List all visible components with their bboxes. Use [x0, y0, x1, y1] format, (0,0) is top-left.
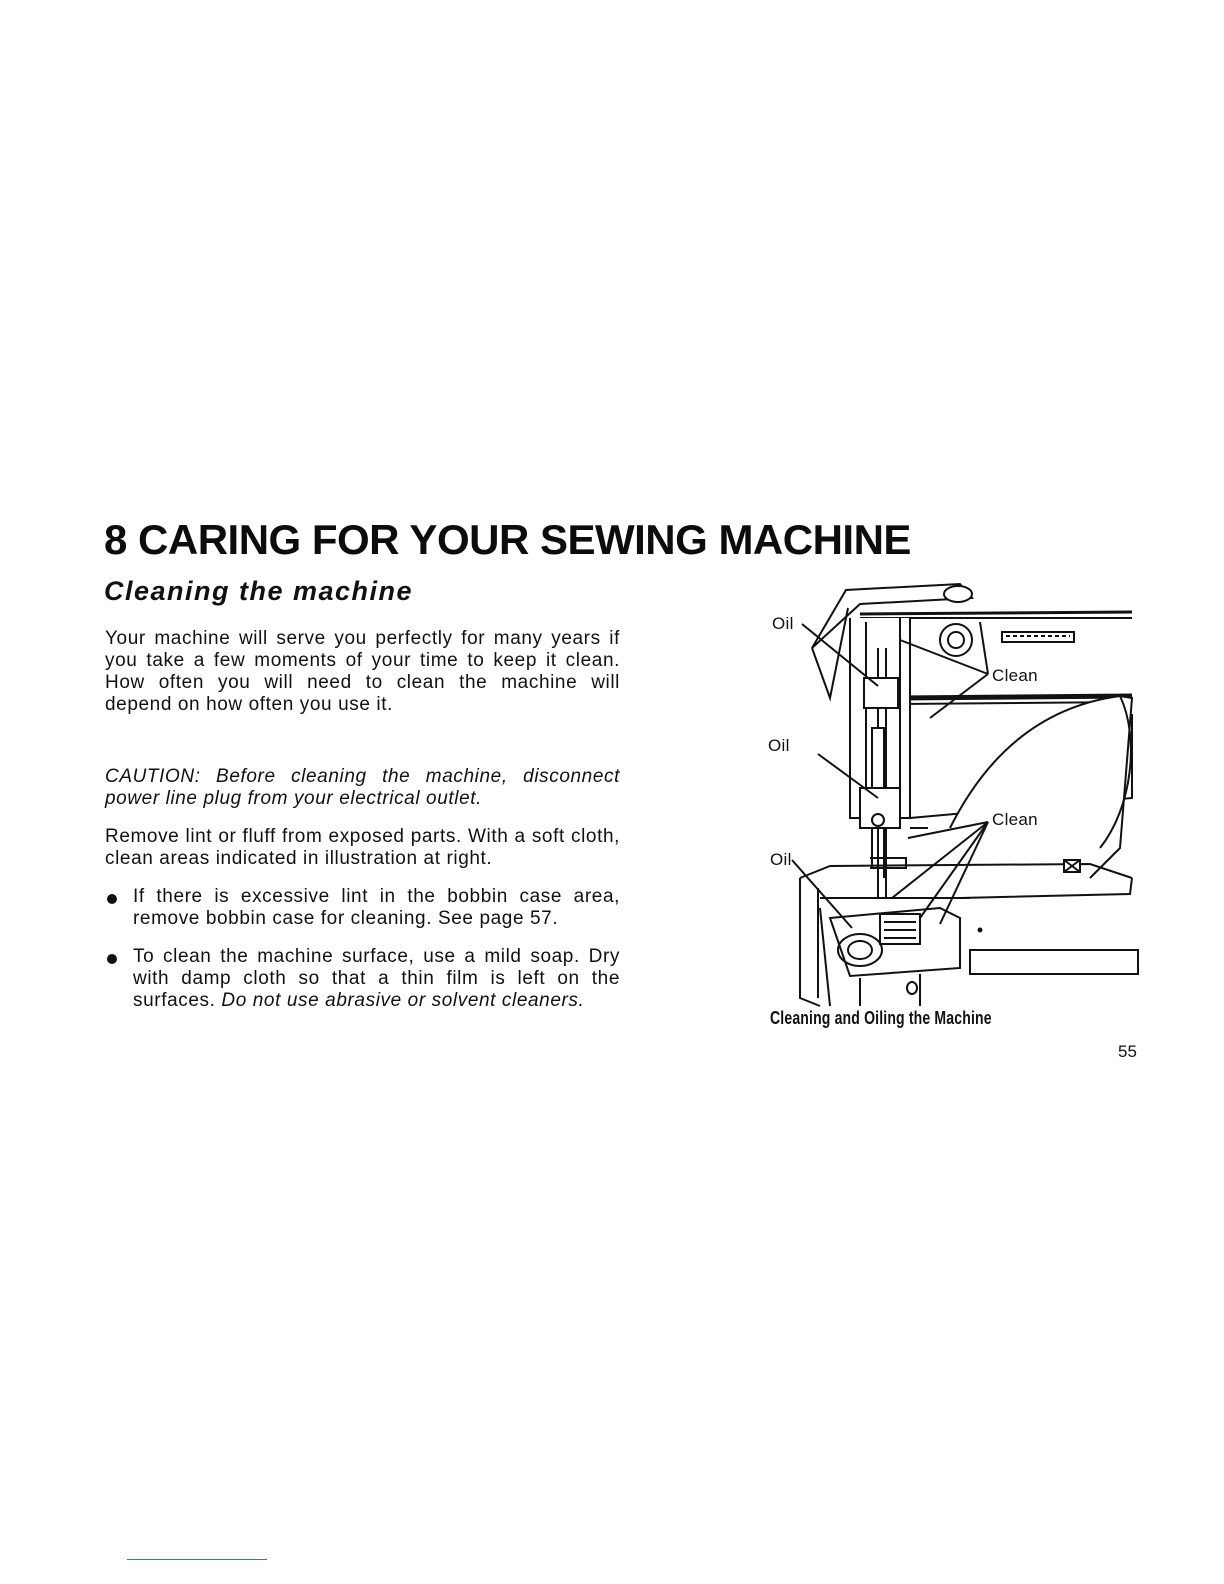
bullet-icon	[107, 954, 117, 964]
bullet-icon	[107, 894, 117, 904]
sewing-machine-illustration	[760, 578, 1150, 1008]
bullet-text: To clean the machine surface, use a mild soap. Dry with damp cloth so that a thin film is left on the surfaces.	[133, 946, 620, 1011]
caution-paragraph: CAUTION: Before cleaning the machine, disconnect power line plug from your electrical outlet.	[105, 766, 620, 809]
list-item	[105, 886, 620, 930]
footnote-rule	[127, 1559, 267, 1560]
figure-caption: Cleaning and Oiling the Machine	[770, 1008, 992, 1028]
cleaning-tips-list	[105, 886, 620, 1028]
oil-label: Oil	[770, 850, 792, 869]
cleaning-instructions-paragraph: Remove lint or fluff from exposed parts. With a soft cloth, clean areas indicated in illustration at right.	[105, 826, 620, 869]
list-item	[105, 946, 620, 1012]
clean-label: Clean	[992, 666, 1038, 685]
intro-paragraph: Your machine will serve you perfectly for many years if you take a few moments of your time to keep it clean. How often you will need to clean the machine will depend on how often you use it.	[105, 628, 620, 715]
section-title: Cleaning the machine	[104, 576, 414, 606]
sewing-machine-drawing	[760, 578, 1150, 1008]
page-number: 55	[1118, 1042, 1137, 1061]
bullet-emphasis: Do not use abrasive or solvent cleaners.	[221, 990, 585, 1011]
chapter-title: 8 CARING FOR YOUR SEWING MACHINE	[104, 516, 911, 563]
bullet-text: If there is excessive lint in the bobbin case area, remove bobbin case for cleaning. See page 57.	[133, 886, 620, 929]
clean-label: Clean	[992, 810, 1038, 829]
oil-label: Oil	[772, 614, 794, 633]
oil-label: Oil	[768, 736, 790, 755]
